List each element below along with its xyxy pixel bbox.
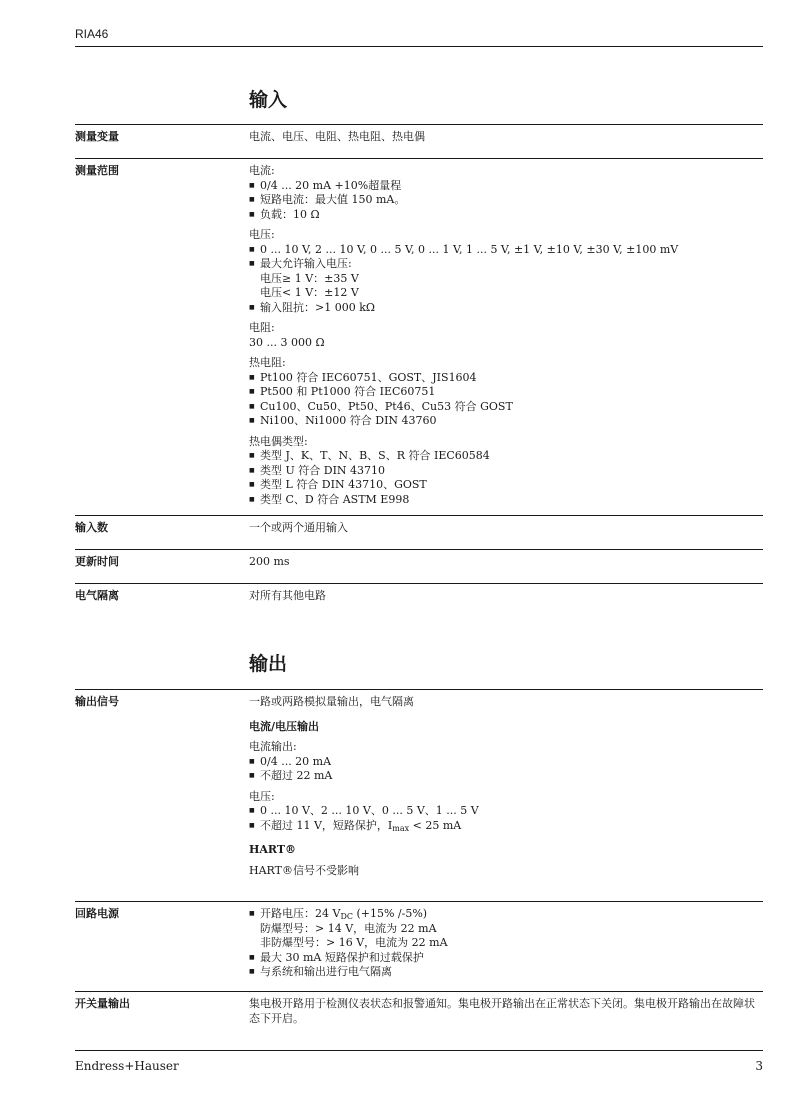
brand-name: Endress+Hauser xyxy=(75,1059,179,1073)
label-update-time: 更新时间 xyxy=(75,555,119,568)
label-measured-variable: 测量变量 xyxy=(75,130,119,143)
list-item: ■ Ni100、Ni1000 符合 DIN 43760 xyxy=(249,414,761,429)
list-item: ■ 最大允许输入电压: xyxy=(249,257,761,272)
section-title-output: 输出 xyxy=(249,653,288,675)
value-number-of-inputs: 一个或两个通用输入 xyxy=(249,521,348,534)
hart-text: HART®信号不受影响 xyxy=(249,863,359,877)
list-item: ■ Pt500 和 Pt1000 符合 IEC60751 xyxy=(249,385,761,400)
measuring-range-content xyxy=(249,164,761,507)
voltage-heading: 电压: xyxy=(249,789,275,803)
divider xyxy=(75,583,763,584)
resistance-value: 30 ... 3 000 Ω xyxy=(249,335,325,349)
list-item: ■ Pt100 符合 IEC60751、GOST、JIS1604 xyxy=(249,371,761,386)
divider xyxy=(75,158,763,159)
label-loop-power: 回路电源 xyxy=(75,907,119,920)
header-rule xyxy=(75,46,763,47)
list-item: ■ 不超过 22 mA xyxy=(249,769,761,784)
list-item: ■ 最大 30 mA 短路保护和过载保护 xyxy=(249,951,761,966)
divider xyxy=(75,124,763,125)
voltage-heading: 电压: xyxy=(249,228,275,241)
current-heading: 电流: xyxy=(249,164,275,177)
list-item: ■ 不超过 11 V，短路保护，$I_{max} < 25$ mA xyxy=(249,819,761,834)
thermocouple-heading: 热电偶类型: xyxy=(249,434,308,448)
list-subitem: 防爆型号：> 14 V，电流为 22 mA xyxy=(260,921,437,935)
page-number: 3 xyxy=(755,1059,763,1073)
current-voltage-output-heading: 电流/电压输出 xyxy=(249,719,320,733)
list-item: ■ 0 ... 10 V, 2 ... 10 V, 0 ... 5 V, 0 ... 1 V, 1 ... 5 V, ±1 V, ±10 V, ±30 V, ±100 mV xyxy=(249,243,761,258)
list-item: ■ Cu100、Cu50、Pt50、Pt46、Cu53 符合 GOST xyxy=(249,400,761,415)
list-item: ■ 类型 J、K、T、N、B、S、R 符合 IEC60584 xyxy=(249,449,761,464)
footer-rule xyxy=(75,1050,763,1051)
label-switch-output: 开关量输出 xyxy=(75,997,130,1010)
label-measuring-range: 测量范围 xyxy=(75,164,119,177)
list-item: ■ 负载：10 Ω xyxy=(249,208,761,223)
resistance-heading: 电阻: xyxy=(249,321,275,334)
document-id: RIA46 xyxy=(75,27,109,41)
list-item: ■ 输入阻抗：>1 000 kΩ xyxy=(249,301,761,316)
value-measured-variable: 电流、电压、电阻、热电阻、热电偶 xyxy=(249,130,425,143)
current-output-heading: 电流输出: xyxy=(249,740,297,753)
list-item: ■ 0 ... 10 V、2 ... 10 V、0 ... 5 V、1 ... 5 V xyxy=(249,804,761,819)
rtd-heading: 热电阻: xyxy=(249,356,286,369)
hart-heading: HART® xyxy=(249,843,297,856)
list-item: ■ 0/4 ... 20 mA xyxy=(249,755,761,770)
divider xyxy=(75,549,763,550)
section-title-input: 输入 xyxy=(249,89,288,111)
list-subitem: 非防爆型号：> 16 V，电流为 22 mA xyxy=(260,936,448,949)
loop-power-content xyxy=(249,907,761,980)
divider xyxy=(75,901,763,902)
list-item: ■ 与系统和输出进行电气隔离 xyxy=(249,965,761,980)
list-item: ■ 类型 U 符合 DIN 43710 xyxy=(249,464,761,479)
label-galvanic-isolation: 电气隔离 xyxy=(75,589,119,602)
divider xyxy=(75,991,763,992)
list-subitem: 电压≥ 1 V：±35 V xyxy=(260,271,359,285)
output-intro: 一路或两路模拟量输出，电气隔离 xyxy=(249,695,414,708)
label-number-of-inputs: 输入数 xyxy=(75,521,108,534)
divider xyxy=(75,689,763,690)
list-item: ■ 短路电流：最大值 150 mA。 xyxy=(249,193,761,208)
list-item: ■ 开路电压：24 $V_{DC}$ (+15% /-5%) xyxy=(249,907,761,922)
divider xyxy=(75,515,763,516)
list-item: ■ 类型 C、D 符合 ASTM E998 xyxy=(249,493,761,508)
list-item: ■ 0/4 ... 20 mA +10%超量程 xyxy=(249,179,761,194)
label-output-signal: 输出信号 xyxy=(75,695,119,708)
list-item: ■ 类型 L 符合 DIN 43710、GOST xyxy=(249,478,761,493)
list-subitem: 电压< 1 V：±12 V xyxy=(260,286,359,299)
value-update-time: 200 ms xyxy=(249,555,290,568)
value-galvanic-isolation: 对所有其他电路 xyxy=(249,589,326,602)
value-switch-output: 集电极开路用于检测仪表状态和报警通知。集电极开路输出在正常状态下关闭。集电极开路输出在故障状态下开启。 xyxy=(249,997,755,1025)
output-signal-content xyxy=(249,695,761,878)
